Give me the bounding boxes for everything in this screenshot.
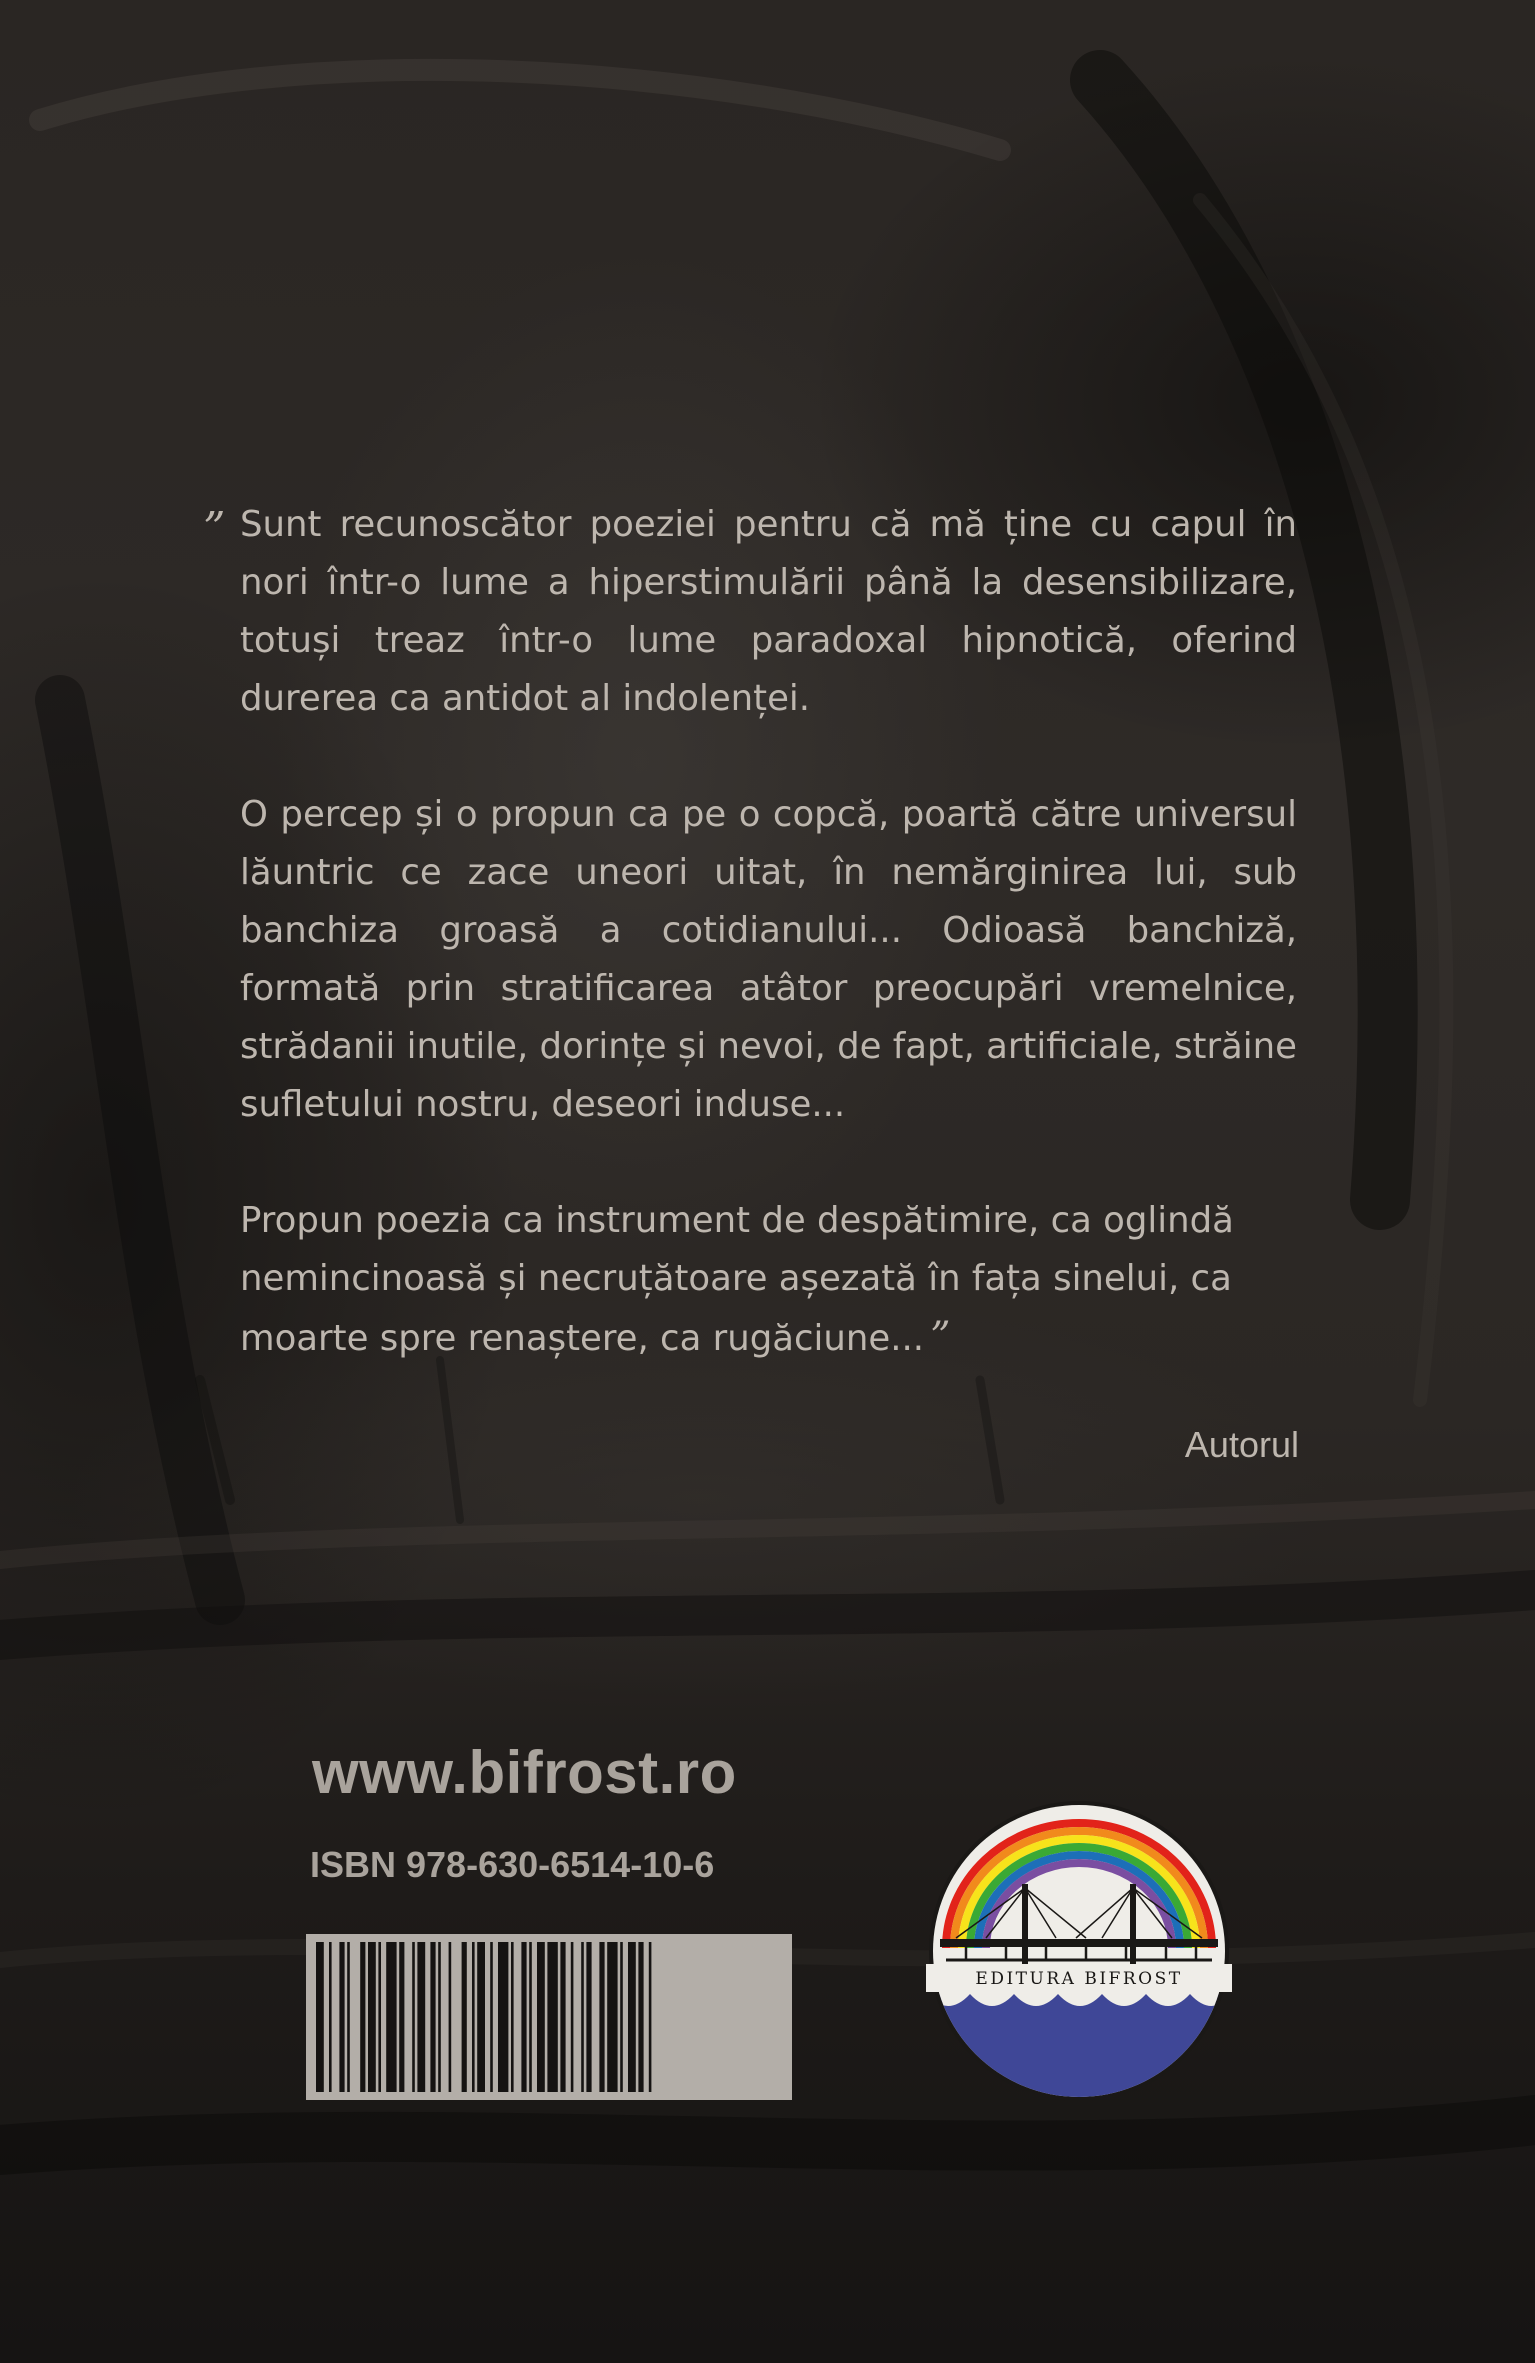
barcode-bar <box>399 1942 404 2092</box>
barcode-bar <box>599 1942 604 2092</box>
author-quote <box>240 496 1297 1368</box>
logo-sea <box>926 1994 1232 2104</box>
barcode-bar <box>329 1942 332 2092</box>
quote-author: Autorul <box>1184 1424 1299 1465</box>
barcode-bar <box>571 1942 574 2092</box>
barcode-bar <box>490 1942 493 2092</box>
quote-paragraph-text: Propun poezia ca instrument de despătimire, ca oglindă nemincinoasă și necruțătoare așezată în fața sinelui, ca moarte spre renaștere, ca rugăciune... <box>240 1200 1234 1359</box>
barcode-bar <box>586 1942 591 2092</box>
barcode-bar <box>438 1942 441 2092</box>
barcode-bar <box>620 1942 623 2092</box>
barcode-bar <box>386 1942 396 2092</box>
barcode-bar <box>368 1942 376 2092</box>
barcode-bar <box>316 1942 324 2092</box>
barcode-bar <box>412 1942 415 2092</box>
barcode-bar <box>347 1942 350 2092</box>
barcode-bar <box>378 1942 381 2092</box>
barcode-bar <box>339 1942 344 2092</box>
barcode-bar <box>537 1942 545 2092</box>
barcode-bar <box>511 1942 514 2092</box>
barcode-bar <box>472 1942 475 2092</box>
barcode-bar <box>560 1942 565 2092</box>
opening-quote-mark: ” <box>203 503 226 554</box>
barcode-bar <box>581 1942 584 2092</box>
isbn-barcode <box>306 1934 792 2100</box>
closing-quote-mark: ” <box>930 1314 951 1360</box>
barcode-bar <box>638 1942 643 2092</box>
quote-paragraph: Sunt recunoscător poeziei pentru că mă ține cu capul în nori într-o lume a hiperstimulării până la desensibilizare, totuși treaz într-o lume paradoxal hipnotică, oferind durerea ca antidot al indolenței. <box>240 504 1297 719</box>
barcode-bar <box>462 1942 467 2092</box>
barcode-bar <box>649 1942 652 2092</box>
editura-bifrost-logo <box>926 1798 1232 2104</box>
barcode-bar <box>417 1942 425 2092</box>
barcode-bar <box>628 1942 636 2092</box>
quote-paragraph-last <box>240 1192 1297 1368</box>
barcode-bar <box>449 1942 452 2092</box>
barcode-bar <box>477 1942 485 2092</box>
barcode-bar <box>521 1942 526 2092</box>
barcode-bar <box>529 1942 532 2092</box>
barcode-bar <box>607 1942 617 2092</box>
isbn-number: ISBN 978-630-6514-10-6 <box>310 1844 715 1885</box>
barcode-bar <box>498 1942 508 2092</box>
barcode-bar <box>360 1942 365 2092</box>
publisher-website[interactable]: www.bifrost.ro <box>312 1739 737 1806</box>
barcode-bar <box>430 1942 435 2092</box>
logo-text: EDITURA BIFROST <box>975 1969 1183 1989</box>
barcode-bar <box>547 1942 557 2092</box>
quote-paragraph: O percep și o propun ca pe o copcă, poartă către universul lăuntric ce zace uneori uitat, în nemărginirea lui, sub banchiza groasă a cotidianului... Odioasă banchiză, formată prin stratificarea atâtor preocupări vremelnice, strădanii inutile, dorințe și nevoi, de fapt, artificiale, străine sufletului nostru, deseori induse... <box>240 794 1297 1125</box>
